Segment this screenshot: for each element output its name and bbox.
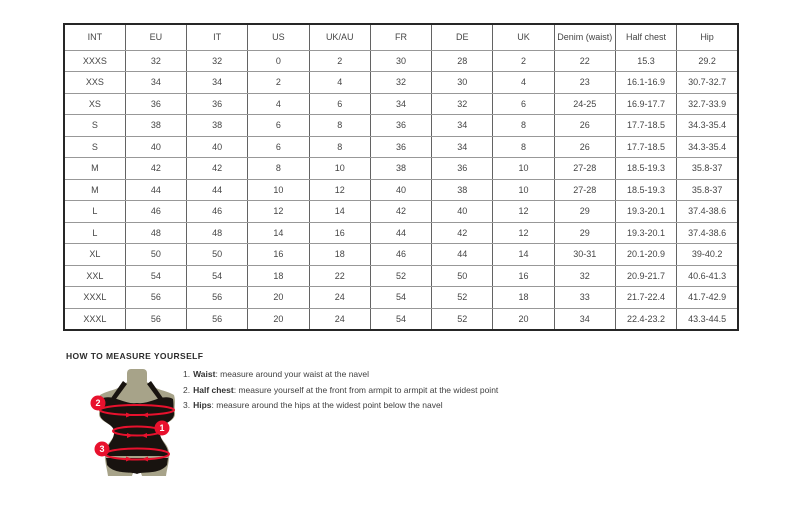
table-cell: 24	[309, 308, 370, 330]
table-cell: 6	[309, 93, 370, 115]
table-row	[64, 308, 738, 330]
table-cell: 54	[370, 308, 431, 330]
table-cell: 42	[187, 158, 248, 180]
table-cell: 27-28	[554, 158, 615, 180]
table-cell: 20	[493, 308, 554, 330]
table-cell: 36	[187, 93, 248, 115]
badge-hips-number: 3	[99, 444, 105, 455]
table-cell: 38	[432, 179, 493, 201]
table-cell: 38	[125, 115, 186, 137]
table-cell: XXS	[64, 72, 125, 94]
table-cell: 10	[309, 158, 370, 180]
table-cell: XS	[64, 93, 125, 115]
table-cell: M	[64, 179, 125, 201]
table-cell: 6	[248, 115, 309, 137]
table-cell: 34.3-35.4	[677, 136, 738, 158]
table-cell: 56	[125, 287, 186, 309]
table-cell: 26	[554, 136, 615, 158]
table-cell: 56	[125, 308, 186, 330]
table-cell: 30.7-32.7	[677, 72, 738, 94]
table-cell: 18	[248, 265, 309, 287]
table-cell: 26	[554, 115, 615, 137]
table-cell: 29	[554, 201, 615, 223]
table-row	[64, 50, 738, 72]
table-cell: XXXL	[64, 287, 125, 309]
table-cell: 44	[370, 222, 431, 244]
table-cell: 30-31	[554, 244, 615, 266]
table-cell: 50	[187, 244, 248, 266]
table-cell: 50	[125, 244, 186, 266]
table-cell: XXXS	[64, 50, 125, 72]
table-cell: 20.9-21.7	[615, 265, 676, 287]
table-row	[64, 158, 738, 180]
table-cell: 48	[125, 222, 186, 244]
table-row	[64, 93, 738, 115]
table-cell: 34	[187, 72, 248, 94]
instruction-item	[183, 398, 498, 414]
table-cell: 8	[493, 115, 554, 137]
table-cell: 16	[493, 265, 554, 287]
table-cell: 52	[432, 308, 493, 330]
table-cell: 40	[432, 201, 493, 223]
table-cell: 17.7-18.5	[615, 136, 676, 158]
table-cell: 15.3	[615, 50, 676, 72]
badge-waist-number: 1	[159, 423, 165, 434]
table-cell: 34	[554, 308, 615, 330]
size-conversion-table	[63, 23, 739, 331]
column-header: EU	[125, 24, 186, 50]
column-header: UK/AU	[309, 24, 370, 50]
table-cell: 54	[370, 287, 431, 309]
table-cell: 29	[554, 222, 615, 244]
table-cell: 4	[248, 93, 309, 115]
table-cell: 18	[493, 287, 554, 309]
table-cell: 50	[432, 265, 493, 287]
column-header: Denim (waist)	[554, 24, 615, 50]
table-cell: 33	[554, 287, 615, 309]
instruction-number: 2.	[183, 384, 191, 395]
measurement-figure	[80, 368, 190, 483]
size-table-body	[64, 50, 738, 330]
size-table-header	[64, 24, 738, 50]
table-cell: 8	[493, 136, 554, 158]
table-cell: 12	[309, 179, 370, 201]
table-cell: 43.3-44.5	[677, 308, 738, 330]
table-row	[64, 244, 738, 266]
table-cell: 10	[493, 179, 554, 201]
table-cell: 30	[432, 72, 493, 94]
table-cell: 12	[493, 222, 554, 244]
table-cell: 8	[248, 158, 309, 180]
table-cell: 37.4-38.6	[677, 222, 738, 244]
table-cell: 14	[248, 222, 309, 244]
table-cell: 20	[248, 308, 309, 330]
measure-section-heading: HOW TO MEASURE YOURSELF	[66, 351, 204, 361]
table-cell: 20	[248, 287, 309, 309]
table-cell: 24	[309, 287, 370, 309]
mannequin-illustration	[80, 368, 190, 483]
table-cell: 12	[248, 201, 309, 223]
column-header: DE	[432, 24, 493, 50]
table-cell: 36	[432, 158, 493, 180]
table-cell: XXL	[64, 265, 125, 287]
table-cell: 8	[309, 115, 370, 137]
table-cell: 46	[125, 201, 186, 223]
table-cell: 16.9-17.7	[615, 93, 676, 115]
table-cell: 8	[309, 136, 370, 158]
table-cell: 46	[370, 244, 431, 266]
table-cell: 34	[125, 72, 186, 94]
table-row	[64, 265, 738, 287]
table-cell: 22.4-23.2	[615, 308, 676, 330]
table-cell: 42	[370, 201, 431, 223]
instruction-text: : measure around your waist at the navel	[215, 369, 370, 379]
table-cell: 24-25	[554, 93, 615, 115]
table-cell: 56	[187, 287, 248, 309]
table-cell: 19.3-20.1	[615, 222, 676, 244]
table-cell: L	[64, 201, 125, 223]
table-cell: 6	[248, 136, 309, 158]
table-row	[64, 179, 738, 201]
table-cell: 22	[309, 265, 370, 287]
table-cell: 20.1-20.9	[615, 244, 676, 266]
table-cell: 30	[370, 50, 431, 72]
table-cell: 4	[493, 72, 554, 94]
instruction-label: Half chest	[193, 384, 234, 395]
table-cell: 10	[248, 179, 309, 201]
table-cell: 17.7-18.5	[615, 115, 676, 137]
table-cell: 0	[248, 50, 309, 72]
table-cell: 40	[125, 136, 186, 158]
column-header: US	[248, 24, 309, 50]
table-cell: 32.7-33.9	[677, 93, 738, 115]
table-row	[64, 115, 738, 137]
table-row	[64, 72, 738, 94]
table-cell: 42	[432, 222, 493, 244]
table-cell: 40	[187, 136, 248, 158]
column-header: Half chest	[615, 24, 676, 50]
column-header: UK	[493, 24, 554, 50]
table-cell: 38	[187, 115, 248, 137]
table-cell: 40.6-41.3	[677, 265, 738, 287]
table-cell: 32	[554, 265, 615, 287]
table-cell: XXXL	[64, 308, 125, 330]
table-cell: 18	[309, 244, 370, 266]
table-cell: 48	[187, 222, 248, 244]
table-row	[64, 136, 738, 158]
table-cell: 18.5-19.3	[615, 179, 676, 201]
table-row	[64, 201, 738, 223]
table-cell: 16.1-16.9	[615, 72, 676, 94]
table-cell: 37.4-38.6	[677, 201, 738, 223]
table-cell: 23	[554, 72, 615, 94]
table-cell: 34	[432, 115, 493, 137]
table-cell: 27-28	[554, 179, 615, 201]
table-cell: 19.3-20.1	[615, 201, 676, 223]
instruction-number: 3.	[183, 400, 191, 410]
table-cell: 22	[554, 50, 615, 72]
table-cell: 4	[309, 72, 370, 94]
instruction-label: Hips	[193, 400, 212, 410]
table-cell: 32	[187, 50, 248, 72]
table-cell: 29.2	[677, 50, 738, 72]
table-cell: 6	[493, 93, 554, 115]
table-cell: 38	[370, 158, 431, 180]
table-cell: 32	[370, 72, 431, 94]
table-cell: 44	[187, 179, 248, 201]
table-cell: 2	[248, 72, 309, 94]
table-cell: 16	[309, 222, 370, 244]
table-cell: 52	[370, 265, 431, 287]
table-cell: 34	[370, 93, 431, 115]
table-cell: 42	[125, 158, 186, 180]
table-cell: 10	[493, 158, 554, 180]
instruction-item	[183, 367, 498, 383]
table-cell: 36	[370, 115, 431, 137]
instruction-item	[183, 383, 498, 399]
table-cell: 28	[432, 50, 493, 72]
table-row	[64, 287, 738, 309]
measure-instructions	[183, 367, 498, 414]
table-cell: 36	[370, 136, 431, 158]
table-cell: 54	[125, 265, 186, 287]
table-cell: 32	[432, 93, 493, 115]
table-cell: 2	[493, 50, 554, 72]
table-cell: XL	[64, 244, 125, 266]
column-header: Hip	[677, 24, 738, 50]
table-cell: 16	[248, 244, 309, 266]
column-header: FR	[370, 24, 431, 50]
table-cell: 44	[432, 244, 493, 266]
table-cell: S	[64, 115, 125, 137]
column-header: INT	[64, 24, 125, 50]
table-cell: 40	[370, 179, 431, 201]
table-cell: 41.7-42.9	[677, 287, 738, 309]
table-cell: 32	[125, 50, 186, 72]
table-cell: 56	[187, 308, 248, 330]
table-cell: 34.3-35.4	[677, 115, 738, 137]
instruction-label: Waist	[193, 369, 216, 379]
table-cell: 35.8-37	[677, 158, 738, 180]
table-cell: 44	[125, 179, 186, 201]
table-cell: 18.5-19.3	[615, 158, 676, 180]
table-cell: 2	[309, 50, 370, 72]
table-cell: 35.8-37	[677, 179, 738, 201]
table-cell: 39-40.2	[677, 244, 738, 266]
table-row	[64, 222, 738, 244]
table-cell: 21.7-22.4	[615, 287, 676, 309]
size-table-head-row	[64, 24, 738, 50]
table-cell: L	[64, 222, 125, 244]
badge-chest-number: 2	[95, 398, 101, 409]
table-cell: 54	[187, 265, 248, 287]
table-cell: S	[64, 136, 125, 158]
column-header: IT	[187, 24, 248, 50]
table-cell: 52	[432, 287, 493, 309]
table-cell: 12	[493, 201, 554, 223]
instruction-text: : measure around the hips at the widest point below the navel	[211, 400, 443, 410]
table-cell: 36	[125, 93, 186, 115]
table-cell: 34	[432, 136, 493, 158]
table-cell: 46	[187, 201, 248, 223]
table-cell: 14	[309, 201, 370, 223]
instruction-text: : measure yourself at the front from armpit to armpit at the widest point	[233, 384, 499, 395]
table-cell: 14	[493, 244, 554, 266]
table-cell: M	[64, 158, 125, 180]
instruction-number: 1.	[183, 369, 191, 379]
